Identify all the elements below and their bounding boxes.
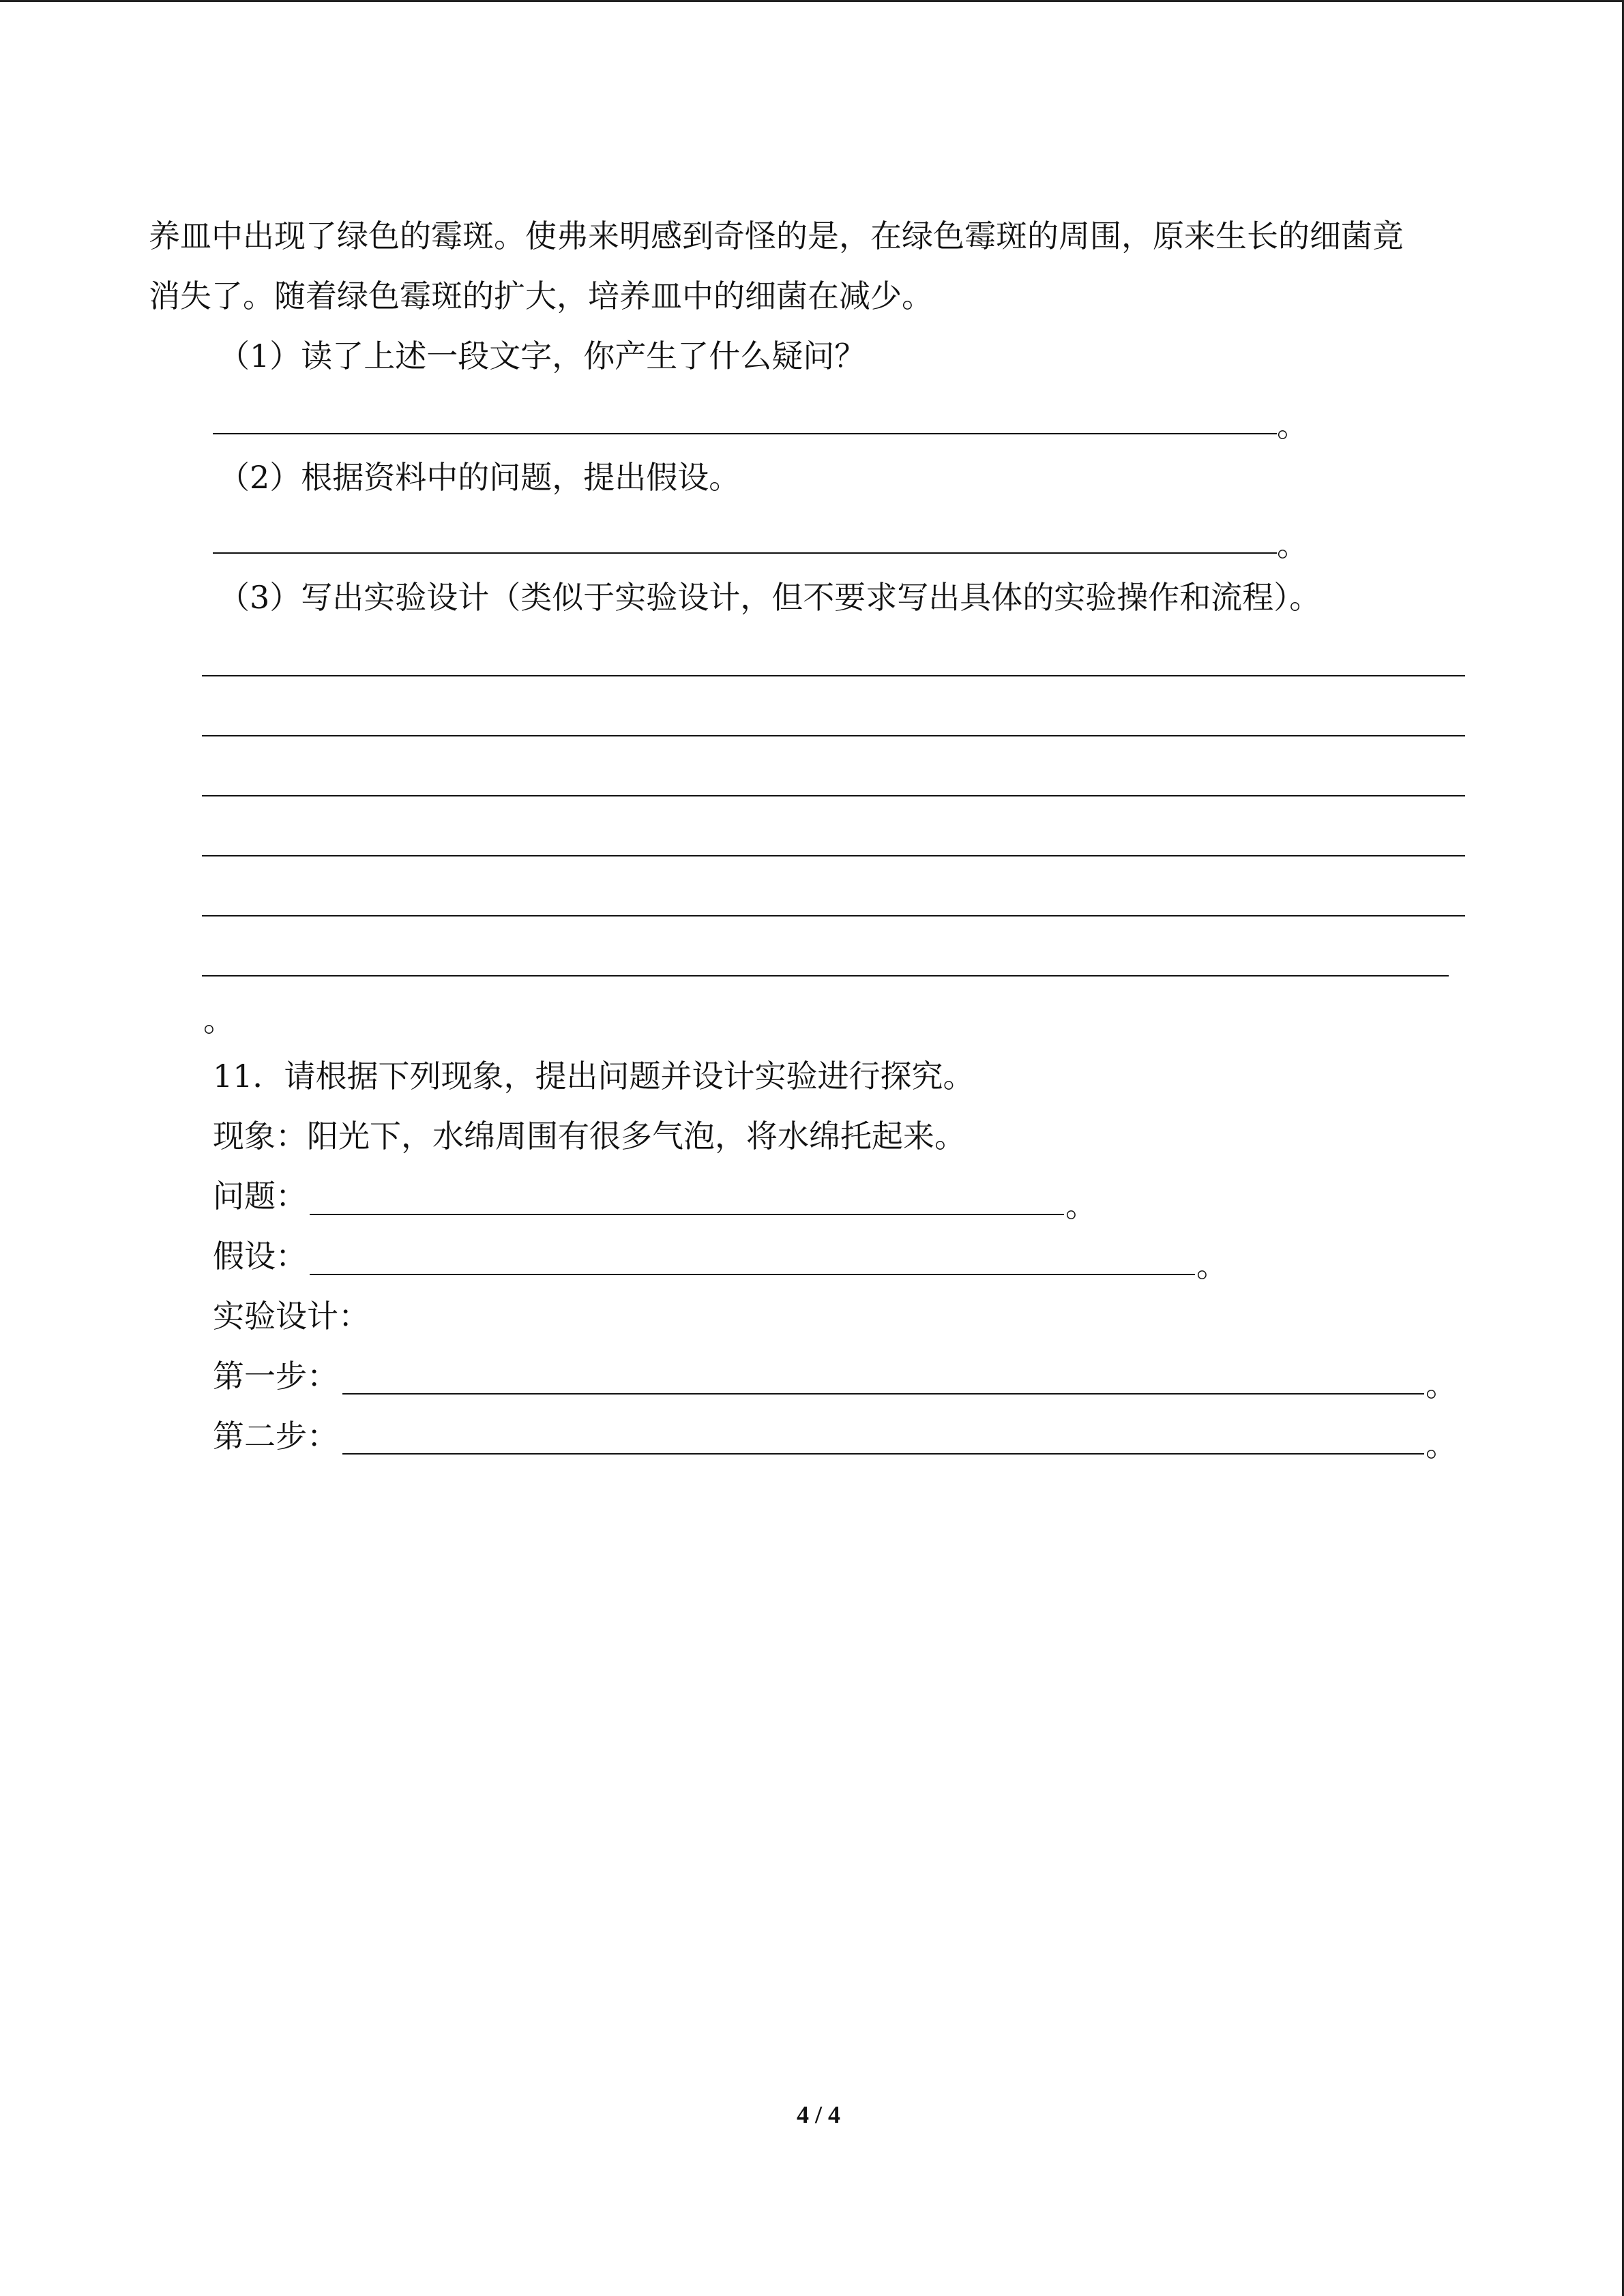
question-3: （3）写出实验设计（类似于实验设计，但不要求写出具体的实验操作和流程）。 [218, 579, 1321, 616]
question-period: 。 [1065, 1187, 1097, 1224]
answer-line-q3-5[interactable] [202, 915, 1465, 916]
answer-line-q1[interactable] [213, 433, 1277, 434]
hypothesis-answer-line[interactable] [310, 1274, 1195, 1275]
step-2-answer-line[interactable] [342, 1453, 1424, 1455]
answer-period-q3: 。 [203, 1002, 235, 1039]
passage-line-1: 养皿中出现了绿色的霉斑。使弗来明感到奇怪的是，在绿色霉斑的周围，原来生长的细菌竟 [149, 218, 1404, 254]
question-answer-line[interactable] [310, 1214, 1064, 1215]
hypothesis-label: 假设： [213, 1238, 307, 1274]
answer-line-q3-3[interactable] [202, 795, 1465, 796]
page-number: 4 / 4 [796, 2101, 840, 2128]
design-label: 实验设计： [213, 1298, 370, 1335]
step-2-period: 。 [1426, 1427, 1457, 1463]
answer-line-q3-4[interactable] [202, 855, 1465, 856]
item-11-title: 11．请根据下列现象，提出问题并设计实验进行探究。 [213, 1058, 975, 1094]
step-1-answer-line[interactable] [342, 1393, 1424, 1395]
step-1-label: 第一步： [213, 1358, 338, 1395]
page-border-top [0, 0, 1624, 2]
answer-line-q2[interactable] [213, 552, 1277, 554]
answer-line-q3-1[interactable] [202, 675, 1465, 676]
answer-line-q3-2[interactable] [202, 735, 1465, 736]
answer-period-q1: 。 [1277, 407, 1308, 444]
hypothesis-period: 。 [1196, 1247, 1228, 1284]
item-11-phenomenon: 现象：阳光下，水绵周围有很多气泡，将水绵托起来。 [213, 1118, 966, 1154]
question-1: （1）读了上述一段文字，你产生了什么疑问？ [218, 338, 866, 374]
step-1-period: 。 [1426, 1367, 1457, 1403]
step-2-label: 第二步： [213, 1418, 338, 1455]
question-2: （2）根据资料中的问题，提出假设。 [218, 459, 741, 496]
answer-period-q2: 。 [1277, 526, 1308, 563]
answer-line-q3-6[interactable] [202, 975, 1449, 976]
question-label: 问题： [213, 1178, 307, 1214]
passage-line-2: 消失了。随着绿色霉斑的扩大，培养皿中的细菌在减少。 [149, 278, 933, 314]
